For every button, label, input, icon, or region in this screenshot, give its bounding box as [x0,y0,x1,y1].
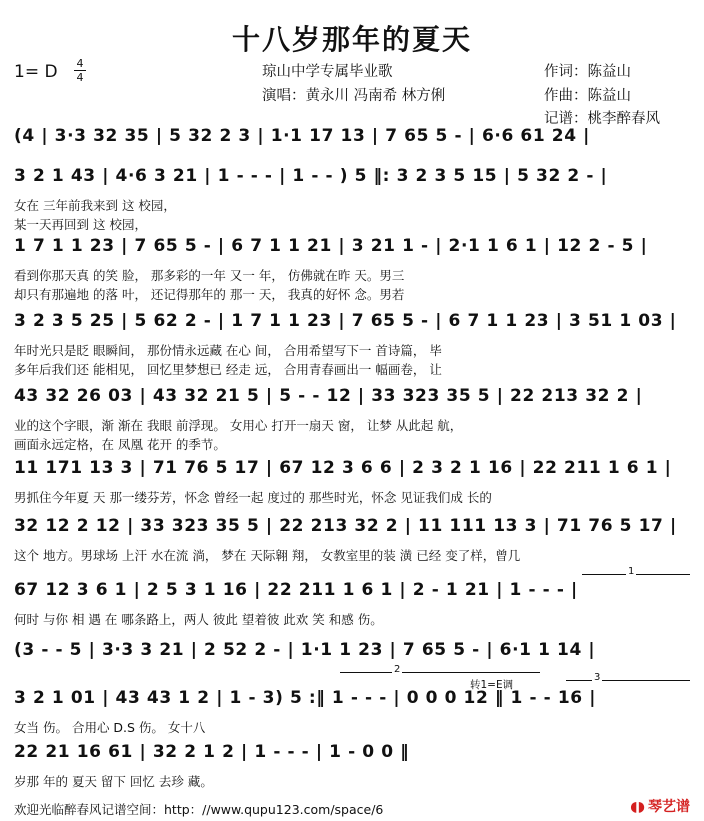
notation-line: (4 | 3·3 32 35 | 5 32 2 3 | 1·1 17 13 | 7 65 5 - | 6·6 61 24 | [14,126,590,146]
song-title: 十八岁那年的夏天 [231,23,472,56]
logo-text: 琴艺谱 [648,799,690,815]
score-row-7 [14,516,694,565]
lyric-line: 多年后我们还 能相见， 回忆里梦想已 经走 远， 合用青春画出一 幅画卷， 让 [14,362,442,377]
volta-number: 2 [394,664,401,675]
score-row-8 [14,580,694,629]
lyric-line: 年时光只是眨 眼瞬间， 那份情永远藏 在心 间， 合用希望写下一 首诗篇， 毕 [14,343,442,358]
notation-line: 43 32 26 03 | 43 32 21 5 | 5 - - 12 | 33 323 35 5 | 22 213 32 2 | [14,386,643,406]
singers: 演唱：黄永川 冯南希 林方俐 [262,88,446,104]
score-row-11 [14,742,694,791]
lyric-line: 业的这个字眼，渐 渐在 我眼 前浮现。 女用心 打开一扇天 窗， 让梦 从此起 航， [14,418,463,433]
notation-line: 67 12 3 6 1 | 2 5 3 1 16 | 22 211 1 6 1 | 2 - 1 21 | 1 - - - | [14,580,578,600]
lyric-line: 岁那 年的 夏天 留下 回忆 去珍 藏。 [14,774,213,789]
modulation-mark: 转1=E调 [470,679,514,691]
notation-line: 3 2 1 43 | 4·6 3 21 | 1 - - - | 1 - - ) 5 ‖: 3 2 3 5 15 | 5 32 2 - | [14,166,608,186]
score-row-1 [14,126,694,156]
composer: 作曲：陈益山 [544,88,631,104]
volta-number: 3 [594,672,601,683]
notation-line: 22 21 16 61 | 32 2 1 2 | 1 - - - | 1 - 0 0 ‖ [14,742,410,762]
meter-bottom: 4 [76,71,84,84]
notation-line: 11 171 13 3 | 71 76 5 17 | 67 12 3 6 6 | 2 3 2 1 16 | 22 211 1 6 1 | [14,458,672,478]
logo-icon: ◖◗ [630,799,645,815]
lyricist: 作词：陈益山 [544,64,631,80]
score-row-2 [14,166,694,234]
score-row-10 [14,688,694,737]
volta-bracket-1 [582,566,690,577]
score-row-3 [14,236,694,304]
transcriber: 记谱：桃李醉春风 [544,111,660,127]
lyric-line: 何时 与你 相 遇 在 哪条路上，两人 彼此 望着彼 此欢 笑 和感 伤。 [14,612,383,627]
lyric-line: 看到你那天真 的笑 脸， 那多彩的一年 又一 年， 仿佛就在昨 天。男三 [14,268,405,283]
site-logo [630,796,690,816]
key-signature: 1= D [14,62,58,82]
lyric-line: 画面永远定格，在 凤凰 花开 的季节。 [14,437,226,452]
volta-number: 1 [628,566,635,577]
lyric-line: 男抓住今年夏 天 那一缕芬芳，怀念 曾经一起 度过的 那些时光，怀念 见证我们成 长的 [14,490,492,505]
notation-line: 32 12 2 12 | 33 323 35 5 | 22 213 32 2 | 11 111 13 3 | 71 76 5 17 | [14,516,677,536]
lyric-line: 这个 地方。男球场 上汗 水在流 淌， 梦在 天际翱 翔， 女教室里的装 潢 已经 变了样，曾几 [14,548,521,563]
score-row-4 [14,311,694,379]
notation-line: 3 2 3 5 25 | 5 62 2 - | 1 7 1 1 23 | 7 65 5 - | 6 7 1 1 23 | 3 51 1 03 | [14,311,677,331]
lyric-line: 却只有那遍地 的落 叶， 还记得那年的 那一 天， 我真的好怀 念。男若 [14,287,405,302]
score-row-6 [14,458,694,507]
lyric-line: 某一天再回到 这 校园， [14,217,147,232]
footer-text: 欢迎光临醉春风记谱空间：http：//www.qupu123.com/space/6 [14,802,384,817]
subtitle: 琼山中学专属毕业歌 [262,64,393,80]
volta-bracket-3 [566,672,690,683]
lyric-line: 女在 三年前我来到 这 校园， [14,198,176,213]
lyric-line: 女当 伤。 合用心 D.S 伤。 女十八 [14,720,206,735]
notation-line: 3 2 1 01 | 43 43 1 2 | 1 - 3) 5 :‖ 1 - - - | 0 0 0 12 ‖ 1 - - 16 | [14,688,597,708]
time-signature [74,58,86,83]
notation-line: 1 7 1 1 23 | 7 65 5 - | 6 7 1 1 21 | 3 21 1 - | 2·1 1 6 1 | 12 2 - 5 | [14,236,648,256]
notation-line: (3 - - 5 | 3·3 3 21 | 2 52 2 - | 1·1 1 23 | 7 65 5 - | 6·1 1 14 | [14,640,596,660]
score-row-5 [14,386,694,454]
meter-top: 4 [76,57,84,70]
score-row-9 [14,640,694,670]
volta-bracket-2 [340,664,540,675]
